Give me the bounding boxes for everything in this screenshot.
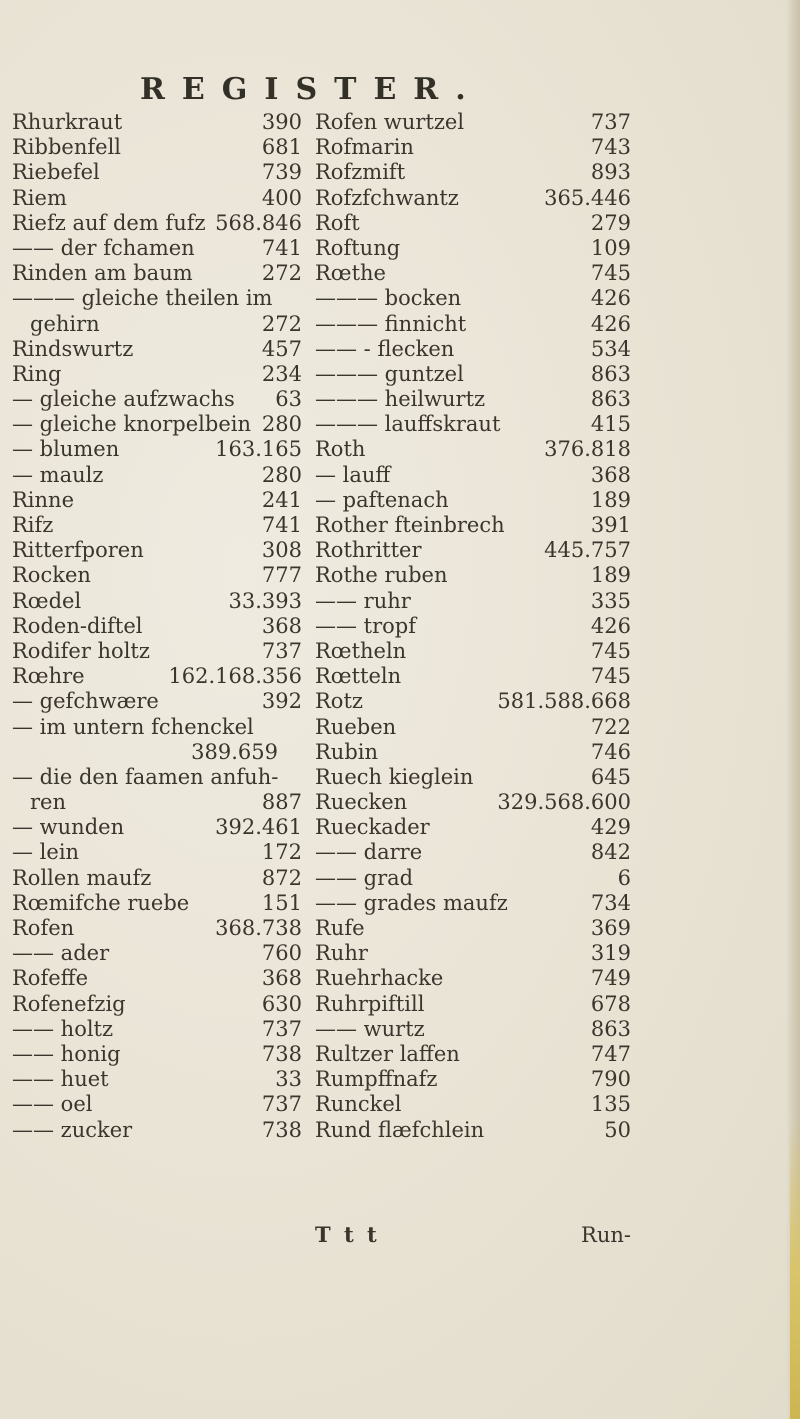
entry-page-number: 681 bbox=[261, 135, 302, 160]
entry-term: Rœdel bbox=[12, 588, 82, 613]
index-entry bbox=[315, 765, 631, 790]
index-entry bbox=[315, 236, 631, 261]
entry-term: — maulz bbox=[12, 462, 104, 487]
entry-page-number: 234 bbox=[261, 361, 302, 386]
entry-term: Rodifer holtz bbox=[12, 638, 150, 663]
index-entry bbox=[12, 589, 302, 614]
entry-term: — die den faamen anfuh- bbox=[12, 764, 279, 789]
index-entry bbox=[315, 664, 631, 689]
entry-page-number: 842 bbox=[590, 840, 631, 865]
entry-term: —— - flecken bbox=[315, 336, 455, 361]
entry-page-number: 863 bbox=[590, 361, 631, 386]
index-entry bbox=[12, 312, 302, 337]
entry-term: Rhurkraut bbox=[12, 110, 123, 134]
index-entry bbox=[315, 1067, 631, 1092]
entry-term: — lein bbox=[12, 840, 80, 865]
entry-page-number: 746 bbox=[590, 739, 631, 764]
entry-page-number: 737 bbox=[590, 110, 631, 134]
entry-page-number: 415 bbox=[590, 412, 631, 437]
entry-term: Rinne bbox=[12, 487, 75, 512]
entry-term: Rofenefzig bbox=[12, 991, 126, 1016]
entry-page-number: 335 bbox=[590, 588, 631, 613]
index-entry bbox=[315, 286, 631, 311]
index-entry bbox=[315, 312, 631, 337]
entry-term: Rœthe bbox=[315, 261, 386, 286]
entry-page-number: 777 bbox=[261, 563, 302, 588]
index-entry bbox=[12, 614, 302, 639]
entry-page-number: 737 bbox=[261, 638, 302, 663]
index-entry bbox=[12, 110, 302, 135]
entry-term: Ring bbox=[12, 361, 62, 386]
entry-term: — lauff bbox=[315, 462, 391, 487]
entry-page-number: 189 bbox=[590, 563, 631, 588]
index-entry bbox=[315, 1118, 631, 1143]
index-entry bbox=[12, 1017, 302, 1042]
entry-page-number: 747 bbox=[590, 1041, 631, 1066]
entry-term: Rœtteln bbox=[315, 664, 402, 689]
entry-page-number: 63 bbox=[275, 387, 302, 412]
entry-page-number: 279 bbox=[590, 210, 631, 235]
entry-page-number: 863 bbox=[590, 1016, 631, 1041]
entry-page-number: 426 bbox=[590, 613, 631, 638]
entry-term: —— honig bbox=[12, 1041, 121, 1066]
entry-page-number: 743 bbox=[590, 135, 631, 160]
entry-term: Roth bbox=[315, 437, 366, 462]
entry-term: Riefz auf dem fufz bbox=[12, 210, 206, 235]
entry-term: Rofen bbox=[12, 916, 75, 940]
entry-term: Ruecken bbox=[315, 790, 408, 815]
entry-term: Roden-diftel bbox=[12, 613, 143, 638]
entry-page-number: 392 bbox=[261, 689, 302, 714]
index-entry bbox=[315, 614, 631, 639]
entry-page-number: 280 bbox=[261, 412, 302, 437]
entry-term: —— ruhr bbox=[315, 588, 411, 613]
index-entry bbox=[12, 992, 302, 1017]
entry-page-number: 630 bbox=[261, 991, 302, 1016]
entry-page-number: 426 bbox=[590, 311, 631, 336]
entry-page-number: 745 bbox=[590, 261, 631, 286]
index-entry bbox=[315, 337, 631, 362]
index-entry bbox=[12, 639, 302, 664]
entry-page-number: 760 bbox=[261, 941, 302, 966]
index-entry bbox=[315, 135, 631, 160]
index-entry bbox=[12, 160, 302, 185]
entry-term: —— zucker bbox=[12, 1117, 133, 1142]
entry-term: —— holtz bbox=[12, 1016, 114, 1041]
entry-term: ——— guntzel bbox=[315, 361, 464, 386]
entry-term: —— ader bbox=[12, 941, 110, 966]
page-header: REGISTER. bbox=[140, 72, 483, 107]
index-entry bbox=[315, 160, 631, 185]
entry-page-number: 241 bbox=[261, 487, 302, 512]
index-entry bbox=[12, 1092, 302, 1117]
entry-term: —— tropf bbox=[315, 613, 417, 638]
index-entry bbox=[315, 563, 631, 588]
entry-term: —— der fchamen bbox=[12, 235, 195, 260]
entry-term: —— oel bbox=[12, 1092, 93, 1117]
entry-page-number: 392.461 bbox=[215, 815, 302, 840]
entry-term: — gleiche aufzwachs bbox=[12, 387, 235, 412]
index-entry bbox=[12, 437, 302, 462]
entry-term: — blumen bbox=[12, 437, 120, 462]
entry-term: Rollen maufz bbox=[12, 865, 152, 890]
entry-term: Ribbenfell bbox=[12, 135, 121, 160]
index-entry bbox=[12, 211, 302, 236]
entry-term: Rubin bbox=[315, 739, 379, 764]
entry-term: Rofmarin bbox=[315, 135, 414, 160]
entry-term: ——— lauffskraut bbox=[315, 412, 501, 437]
entry-page-number: 745 bbox=[590, 664, 631, 689]
index-entry bbox=[12, 135, 302, 160]
entry-term: Rofzfchwantz bbox=[315, 185, 459, 210]
index-entry bbox=[12, 715, 302, 740]
entry-term: Rofeffe bbox=[12, 966, 89, 991]
entry-page-number: 741 bbox=[261, 235, 302, 260]
index-entry bbox=[315, 941, 631, 966]
entry-term: —— darre bbox=[315, 840, 423, 865]
index-column-right bbox=[315, 110, 631, 1143]
entry-term: gehirn bbox=[30, 311, 100, 336]
index-entry bbox=[315, 538, 631, 563]
entry-term: Rothe ruben bbox=[315, 563, 448, 588]
entry-term: ——— gleiche theilen im bbox=[12, 286, 273, 311]
entry-page-number: 568.846 bbox=[215, 210, 302, 235]
entry-page-number: 151 bbox=[261, 890, 302, 915]
entry-page-number: 893 bbox=[590, 160, 631, 185]
entry-term: Riebefel bbox=[12, 160, 100, 185]
index-entry bbox=[315, 740, 631, 765]
entry-page-number: 739 bbox=[261, 160, 302, 185]
index-entry bbox=[315, 362, 631, 387]
entry-page-number: 368 bbox=[261, 966, 302, 991]
signature-mark: T t t bbox=[315, 1222, 380, 1247]
index-entry bbox=[315, 437, 631, 462]
entry-term: Rund flæfchlein bbox=[315, 1117, 485, 1142]
index-entry bbox=[315, 916, 631, 941]
entry-term: ——— finnicht bbox=[315, 311, 467, 336]
entry-term: Rinden am baum bbox=[12, 261, 193, 286]
entry-page-number: 872 bbox=[261, 865, 302, 890]
entry-term: Rofzmift bbox=[315, 160, 406, 185]
entry-term: Ruech kieglein bbox=[315, 764, 474, 789]
entry-page-number: 445.757 bbox=[544, 538, 631, 563]
entry-page-number: 33.393 bbox=[228, 588, 302, 613]
index-entry bbox=[12, 1042, 302, 1067]
entry-term: —— grad bbox=[315, 865, 414, 890]
entry-page-number: 737 bbox=[261, 1016, 302, 1041]
entry-term: Rindswurtz bbox=[12, 336, 134, 361]
index-entry bbox=[12, 840, 302, 865]
entry-page-number: 369 bbox=[590, 916, 631, 940]
index-entry bbox=[12, 412, 302, 437]
index-entry bbox=[315, 463, 631, 488]
entry-page-number: 308 bbox=[261, 538, 302, 563]
index-entry bbox=[315, 261, 631, 286]
index-entry bbox=[12, 866, 302, 891]
entry-page-number: 162.168.356 bbox=[168, 664, 302, 689]
entry-term: Ruhrpiftill bbox=[315, 991, 425, 1016]
entry-page-number: 280 bbox=[261, 462, 302, 487]
index-entry bbox=[12, 765, 302, 790]
index-entry bbox=[315, 866, 631, 891]
entry-term: Rotz bbox=[315, 689, 363, 714]
entry-page-number: 734 bbox=[590, 890, 631, 915]
entry-term: ——— bocken bbox=[315, 286, 462, 311]
entry-term: Rœhre bbox=[12, 664, 85, 689]
entry-page-number: 172 bbox=[261, 840, 302, 865]
entry-page-number: 376.818 bbox=[544, 437, 631, 462]
index-entry bbox=[12, 261, 302, 286]
entry-page-number: 163.165 bbox=[215, 437, 302, 462]
entry-term: Ritterfporen bbox=[12, 538, 144, 563]
index-entry bbox=[12, 563, 302, 588]
entry-term: Rœmifche ruebe bbox=[12, 890, 190, 915]
entry-term: Rothritter bbox=[315, 538, 422, 563]
index-entry bbox=[315, 186, 631, 211]
index-entry bbox=[315, 1017, 631, 1042]
index-entry bbox=[315, 1092, 631, 1117]
index-entry bbox=[12, 538, 302, 563]
index-entry bbox=[12, 916, 302, 941]
index-entry bbox=[315, 513, 631, 538]
entry-term: Rocken bbox=[12, 563, 91, 588]
index-entry bbox=[315, 790, 631, 815]
entry-term: — wunden bbox=[12, 815, 125, 840]
entry-term: Rumpffnafz bbox=[315, 1067, 438, 1092]
entry-term: — gefchwære bbox=[12, 689, 159, 714]
index-entry bbox=[315, 689, 631, 714]
entry-page-number: 790 bbox=[590, 1067, 631, 1092]
index-entry bbox=[315, 412, 631, 437]
entry-term: Riem bbox=[12, 185, 67, 210]
index-entry bbox=[315, 589, 631, 614]
index-entry bbox=[315, 715, 631, 740]
entry-term: Runckel bbox=[315, 1092, 402, 1117]
index-entry bbox=[12, 186, 302, 211]
page-footer bbox=[315, 1222, 631, 1248]
index-entry bbox=[315, 966, 631, 991]
entry-term: Rultzer laffen bbox=[315, 1041, 460, 1066]
entry-term: Rother fteinbrech bbox=[315, 513, 505, 537]
entry-page-number: 272 bbox=[261, 261, 302, 286]
entry-page-number: 645 bbox=[590, 764, 631, 789]
index-entry bbox=[315, 1042, 631, 1067]
index-entry bbox=[12, 337, 302, 362]
index-entry bbox=[315, 488, 631, 513]
entry-term: Rueckader bbox=[315, 815, 430, 840]
entry-term: —— grades maufz bbox=[315, 890, 508, 915]
entry-page-number: 738 bbox=[261, 1117, 302, 1142]
entry-term: Ruehrhacke bbox=[315, 966, 444, 991]
index-entry bbox=[12, 740, 302, 765]
index-entry bbox=[12, 941, 302, 966]
entry-page-number: 329.568.600 bbox=[497, 790, 631, 815]
entry-page-number: 722 bbox=[590, 714, 631, 739]
entry-page-number: 50 bbox=[604, 1117, 631, 1142]
index-entry bbox=[315, 815, 631, 840]
entry-term: —— wurtz bbox=[315, 1016, 425, 1041]
entry-page-number: 365.446 bbox=[544, 185, 631, 210]
entry-term: Rofen wurtzel bbox=[315, 110, 465, 134]
entry-page-number: 534 bbox=[590, 336, 631, 361]
entry-page-number: 6 bbox=[617, 865, 631, 890]
entry-term: — paftenach bbox=[315, 487, 449, 512]
entry-page-number: 319 bbox=[590, 941, 631, 966]
index-entry bbox=[12, 1067, 302, 1092]
entry-page-number: 400 bbox=[261, 185, 302, 210]
entry-term: — gleiche knorpelbein bbox=[12, 412, 251, 437]
catchword: Run- bbox=[581, 1223, 631, 1247]
index-entry bbox=[12, 463, 302, 488]
index-entry bbox=[12, 236, 302, 261]
entry-page-number: 429 bbox=[590, 815, 631, 840]
entry-page-number: 738 bbox=[261, 1041, 302, 1066]
entry-page-number: 678 bbox=[590, 991, 631, 1016]
index-entry bbox=[12, 966, 302, 991]
entry-page-number: 135 bbox=[590, 1092, 631, 1117]
index-column-left bbox=[12, 110, 302, 1143]
index-entry bbox=[315, 840, 631, 865]
entry-page-number: 368.738 bbox=[215, 916, 302, 940]
entry-page-number: 272 bbox=[261, 311, 302, 336]
index-entry bbox=[315, 387, 631, 412]
entry-page-number: 863 bbox=[590, 387, 631, 412]
entry-page-number: 457 bbox=[261, 336, 302, 361]
entry-term: Roftung bbox=[315, 235, 401, 260]
entry-page-number: 887 bbox=[261, 790, 302, 815]
index-entry bbox=[12, 1118, 302, 1143]
entry-page-number: 581.588.668 bbox=[497, 689, 631, 714]
entry-page-number: 741 bbox=[261, 513, 302, 537]
page-edge-stain bbox=[790, 1120, 800, 1419]
index-entry bbox=[12, 488, 302, 513]
index-entry bbox=[12, 689, 302, 714]
index-entry bbox=[12, 790, 302, 815]
entry-page-number: 737 bbox=[261, 1092, 302, 1117]
index-entry bbox=[12, 891, 302, 916]
entry-page-number: 33 bbox=[275, 1067, 302, 1092]
index-entry bbox=[12, 815, 302, 840]
entry-term: Rœtheln bbox=[315, 638, 407, 663]
index-entry bbox=[315, 639, 631, 664]
entry-page-number: 745 bbox=[590, 638, 631, 663]
index-entry bbox=[315, 992, 631, 1017]
entry-term: Roft bbox=[315, 210, 360, 235]
entry-page-number: 749 bbox=[590, 966, 631, 991]
index-entry bbox=[315, 891, 631, 916]
entry-term: ren bbox=[30, 790, 66, 815]
entry-page-number: 189 bbox=[590, 487, 631, 512]
entry-page-number: 390 bbox=[261, 110, 302, 134]
entry-term: — im untern fchenckel bbox=[12, 714, 254, 739]
entry-term: —— huet bbox=[12, 1067, 109, 1092]
entry-page-number: 391 bbox=[590, 513, 631, 537]
index-entry bbox=[315, 211, 631, 236]
index-entry bbox=[12, 387, 302, 412]
entry-page-number: 389.659 bbox=[191, 739, 278, 764]
entry-page-number: 368 bbox=[590, 462, 631, 487]
entry-page-number: 109 bbox=[590, 235, 631, 260]
entry-term: Rifz bbox=[12, 513, 54, 537]
entry-page-number: 368 bbox=[261, 613, 302, 638]
entry-term: Rueben bbox=[315, 714, 397, 739]
index-entry bbox=[12, 362, 302, 387]
index-entry bbox=[12, 286, 302, 311]
index-entry bbox=[12, 513, 302, 538]
entry-term: Ruhr bbox=[315, 941, 368, 966]
entry-term: Rufe bbox=[315, 916, 365, 940]
index-entry bbox=[315, 110, 631, 135]
entry-page-number: 426 bbox=[590, 286, 631, 311]
entry-term: ——— heilwurtz bbox=[315, 387, 486, 412]
index-entry bbox=[12, 664, 302, 689]
